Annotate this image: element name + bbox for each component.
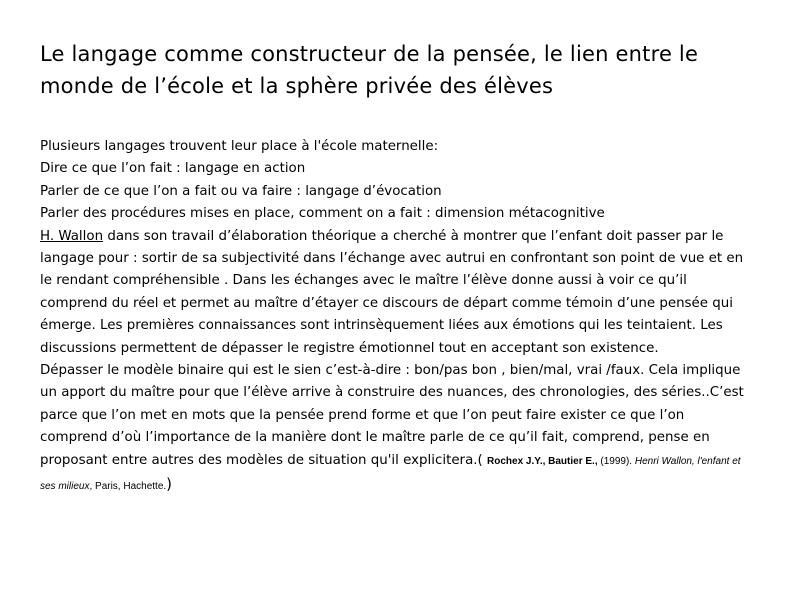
depasser-paragraph (40, 360, 756, 498)
citation-authors: Rochex J.Y., Bautier E., (487, 455, 598, 467)
citation-publisher: , Paris, Hachette. (89, 481, 167, 493)
text-line: Plusieurs langages trouvent leur place à l'école maternelle: (40, 139, 439, 154)
open-paren: ( (477, 452, 488, 468)
citation-year: (1999). (597, 455, 635, 467)
slide-title: Le langage comme constructeur de la pensée, le lien entre le monde de l’école et la sphère privée des élèves (40, 42, 699, 98)
text-line: Parler des procédures mises en place, comment on a fait : dimension métacognitive (40, 206, 605, 222)
depasser-text: Dépasser le modèle binaire qui est le sien c’est-à-dire : bon/pas bon , bien/mal, vrai /faux. Cela implique un apport du maître pour que l’élève arrive à construire des nuances, des chronologies, des séries..C’est parce que l’on met en mots que la pensée prend forme et que l’on peut faire exister ce que l’on comprend d’où l’importance de la manière dont le maître parle de ce qu’il fait, comprend, pense en proposant entre autres des modèles de situation qu'il explicitera. (40, 363, 744, 468)
wallon-paragraph (40, 226, 756, 360)
author-name: H. Wallon (40, 228, 104, 244)
close-paren: ) (166, 475, 173, 494)
text-line: Parler de ce que l’on a fait ou va faire : langage d’évocation (40, 183, 442, 199)
slide-body (40, 136, 756, 499)
citation-title: Henri Wallon, l'enfant et ses milieux (40, 455, 741, 493)
wallon-text: dans son travail d’élaboration théorique a cherché à montrer que l’enfant doit passer par le langage pour : sortir de sa subjectivité dans l’échange avec autrui en confrontant son point de vue et en le rendant compréhensible . Dans les échanges avec le maître l’élève donne aussi à voir ce qu’il comprend du réel et permet au maître d’étayer ce discours de départ comme témoin d’une pensée qui émerge. Les premières connaissances sont intrinsèquement liées aux émotions qui les teintaient. Les discussions permettent de dépasser le registre émotionnel tout en acceptant son existence. (40, 228, 744, 356)
text-line: Dire ce que l’on fait : langage en action (40, 161, 306, 177)
